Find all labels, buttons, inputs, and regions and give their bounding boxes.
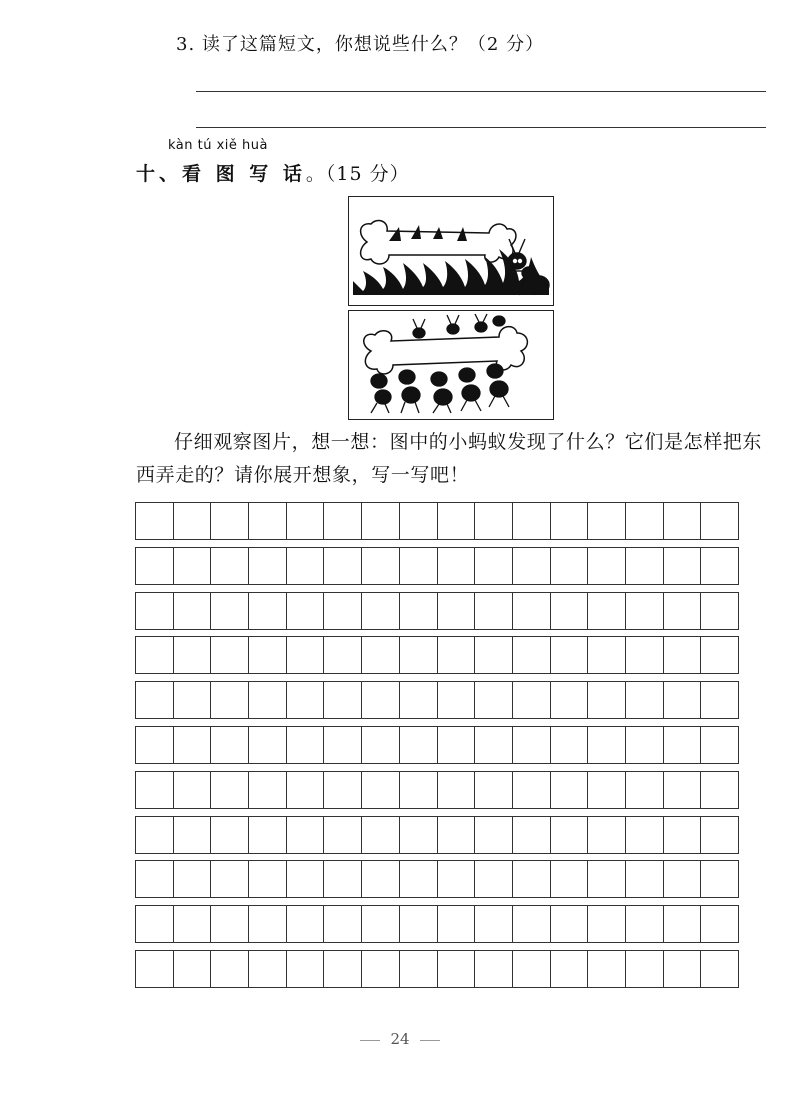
grid-cell[interactable] [664,637,702,673]
grid-cell[interactable] [287,682,325,718]
grid-cell[interactable] [400,593,438,629]
grid-cell[interactable] [211,637,249,673]
grid-cell[interactable] [438,861,476,897]
grid-row [135,502,739,540]
grid-cell[interactable] [701,861,738,897]
grid-cell[interactable] [324,951,362,987]
grid-cell[interactable] [701,548,738,584]
grid-cell[interactable] [287,548,325,584]
grid-cell[interactable] [438,548,476,584]
grid-cell[interactable] [626,951,664,987]
grid-cell[interactable] [174,593,212,629]
grid-row [135,681,739,719]
question-3: 3. 读了这篇短文，你想说些什么？（2 分） [176,34,545,55]
grid-cell[interactable] [136,772,174,808]
grid-cell[interactable] [513,548,551,584]
section-title [136,159,410,186]
grid-cell[interactable] [211,727,249,763]
grid-cell[interactable] [588,682,626,718]
grid-cell[interactable] [664,817,702,853]
grid-cell[interactable] [513,906,551,942]
writing-prompt: 仔细观察图片，想一想：图中的小蚂蚁发现了什么？它们是怎样把东西弄走的？请你展开想象，写一写吧！ [136,431,763,486]
grid-row [135,771,739,809]
grid-cell[interactable] [324,906,362,942]
grid-cell[interactable] [475,727,513,763]
grid-cell[interactable] [211,817,249,853]
grid-cell[interactable] [588,861,626,897]
grid-cell[interactable] [174,682,212,718]
grid-cell[interactable] [324,503,362,539]
grid-cell[interactable] [136,951,174,987]
grid-cell[interactable] [287,772,325,808]
grid-cell[interactable] [324,861,362,897]
grid-cell[interactable] [174,772,212,808]
grid-cell[interactable] [588,906,626,942]
grid-cell[interactable] [513,593,551,629]
grid-cell[interactable] [551,682,589,718]
footer-dash-left [360,1040,380,1041]
grid-cell[interactable] [701,727,738,763]
grid-cell[interactable] [174,861,212,897]
grid-cell[interactable] [400,727,438,763]
grid-cell[interactable] [626,727,664,763]
grid-row [135,547,739,585]
grid-cell[interactable] [551,548,589,584]
grid-cell[interactable] [324,682,362,718]
grid-cell[interactable] [551,637,589,673]
grid-cell[interactable] [362,727,400,763]
grid-cell[interactable] [136,727,174,763]
grid-cell[interactable] [475,951,513,987]
page-footer [0,1030,800,1048]
grid-cell[interactable] [249,548,287,584]
grid-cell[interactable] [475,593,513,629]
grid-cell[interactable] [400,951,438,987]
grid-cell[interactable] [362,682,400,718]
grid-cell[interactable] [211,861,249,897]
grid-cell[interactable] [400,906,438,942]
grid-cell[interactable] [588,727,626,763]
grid-cell[interactable] [362,951,400,987]
grid-cell[interactable] [174,548,212,584]
grid-cell[interactable] [664,906,702,942]
ant-bone-grass-illustration-icon [349,197,553,305]
grid-cell[interactable] [324,817,362,853]
grid-cell[interactable] [626,906,664,942]
grid-cell[interactable] [551,772,589,808]
grid-row [135,726,739,764]
grid-cell[interactable] [174,503,212,539]
grid-cell[interactable] [249,727,287,763]
grid-cell[interactable] [211,503,249,539]
grid-row [135,592,739,630]
grid-cell[interactable] [551,593,589,629]
grid-cell[interactable] [287,593,325,629]
grid-cell[interactable] [287,727,325,763]
grid-cell[interactable] [136,817,174,853]
grid-cell[interactable] [475,503,513,539]
grid-cell[interactable] [438,727,476,763]
grid-cell[interactable] [588,503,626,539]
grid-cell[interactable] [362,548,400,584]
grid-cell[interactable] [475,637,513,673]
grid-cell[interactable] [701,951,738,987]
grid-cell[interactable] [136,548,174,584]
grid-cell[interactable] [513,817,551,853]
grid-cell[interactable] [475,906,513,942]
section-number: 十、 [136,163,183,185]
grid-cell[interactable] [701,817,738,853]
grid-cell[interactable] [475,682,513,718]
grid-cell[interactable] [249,817,287,853]
grid-cell[interactable] [438,637,476,673]
grid-row [135,860,739,898]
grid-cell[interactable] [136,906,174,942]
picture-ant-finds-bone [348,196,554,306]
grid-cell[interactable] [249,951,287,987]
grid-cell[interactable] [664,951,702,987]
grid-cell[interactable] [211,906,249,942]
grid-cell[interactable] [362,593,400,629]
grid-row [135,950,739,988]
grid-cell[interactable] [701,593,738,629]
section-pinyin: kàn tú xiě huà [168,138,268,153]
grid-row [135,636,739,674]
grid-cell[interactable] [211,548,249,584]
grid-cell[interactable] [513,951,551,987]
grid-cell[interactable] [664,548,702,584]
grid-cell[interactable] [664,727,702,763]
grid-cell[interactable] [626,593,664,629]
grid-cell[interactable] [626,503,664,539]
grid-cell[interactable] [664,861,702,897]
grid-cell[interactable] [174,637,212,673]
grid-cell[interactable] [136,503,174,539]
grid-cell[interactable] [211,682,249,718]
grid-cell[interactable] [287,906,325,942]
grid-cell[interactable] [362,906,400,942]
grid-cell[interactable] [136,593,174,629]
grid-cell[interactable] [664,503,702,539]
grid-cell[interactable] [400,817,438,853]
grid-cell[interactable] [664,682,702,718]
grid-cell[interactable] [551,817,589,853]
grid-cell[interactable] [249,637,287,673]
grid-cell[interactable] [438,772,476,808]
grid-cell[interactable] [513,503,551,539]
grid-cell[interactable] [438,951,476,987]
grid-cell[interactable] [588,637,626,673]
grid-cell[interactable] [362,503,400,539]
grid-cell[interactable] [400,637,438,673]
grid-cell[interactable] [287,637,325,673]
grid-cell[interactable] [475,817,513,853]
grid-cell[interactable] [588,772,626,808]
grid-cell[interactable] [174,906,212,942]
grid-cell[interactable] [626,682,664,718]
grid-cell[interactable] [400,682,438,718]
grid-cell[interactable] [588,817,626,853]
grid-cell[interactable] [324,727,362,763]
grid-cell[interactable] [513,682,551,718]
grid-cell[interactable] [136,637,174,673]
grid-cell[interactable] [513,727,551,763]
grid-cell[interactable] [475,861,513,897]
grid-cell[interactable] [475,772,513,808]
grid-cell[interactable] [551,861,589,897]
grid-cell[interactable] [136,682,174,718]
grid-cell[interactable] [513,637,551,673]
grid-cell[interactable] [513,772,551,808]
grid-cell[interactable] [211,772,249,808]
picture-ants-carry-bone [348,310,554,420]
grid-cell[interactable] [551,951,589,987]
grid-cell[interactable] [551,906,589,942]
grid-cell[interactable] [136,861,174,897]
footer-dash-right [420,1040,440,1041]
grid-cell[interactable] [438,682,476,718]
grid-cell[interactable] [362,637,400,673]
grid-cell[interactable] [362,772,400,808]
grid-cell[interactable] [249,593,287,629]
grid-cell[interactable] [324,593,362,629]
grid-cell[interactable] [701,906,738,942]
grid-cell[interactable] [626,772,664,808]
grid-cell[interactable] [287,951,325,987]
grid-cell[interactable] [400,503,438,539]
grid-cell[interactable] [701,503,738,539]
grid-cell[interactable] [211,593,249,629]
grid-cell[interactable] [626,817,664,853]
grid-row [135,816,739,854]
grid-cell[interactable] [249,682,287,718]
grid-cell[interactable] [287,861,325,897]
grid-cell[interactable] [626,861,664,897]
grid-cell[interactable] [287,817,325,853]
grid-cell[interactable] [438,906,476,942]
answer-line-2[interactable] [196,127,766,128]
grid-cell[interactable] [324,637,362,673]
grid-cell[interactable] [438,817,476,853]
grid-cell[interactable] [211,951,249,987]
grid-cell[interactable] [438,593,476,629]
grid-cell[interactable] [551,503,589,539]
answer-line-1[interactable] [196,91,766,92]
grid-cell[interactable] [400,861,438,897]
grid-cell[interactable] [324,772,362,808]
grid-cell[interactable] [626,637,664,673]
grid-cell[interactable] [588,951,626,987]
grid-cell[interactable] [249,772,287,808]
grid-cell[interactable] [400,548,438,584]
grid-cell[interactable] [701,772,738,808]
section-score: 。（15 分） [305,163,410,185]
grid-cell[interactable] [174,727,212,763]
grid-cell[interactable] [701,682,738,718]
grid-cell[interactable] [249,503,287,539]
grid-cell[interactable] [438,503,476,539]
grid-cell[interactable] [400,772,438,808]
grid-cell[interactable] [551,727,589,763]
grid-cell[interactable] [174,817,212,853]
grid-cell[interactable] [626,548,664,584]
grid-cell[interactable] [588,548,626,584]
grid-cell[interactable] [701,637,738,673]
grid-cell[interactable] [664,772,702,808]
grid-cell[interactable] [249,861,287,897]
grid-row [135,905,739,943]
grid-cell[interactable] [249,906,287,942]
ants-carrying-bone-illustration-icon [349,311,553,419]
section-heading: 看 图 写 话 [182,163,306,185]
grid-cell[interactable] [513,861,551,897]
grid-cell[interactable] [174,951,212,987]
grid-cell[interactable] [475,548,513,584]
grid-cell[interactable] [362,861,400,897]
grid-cell[interactable] [588,593,626,629]
page-number: 24 [390,1030,410,1048]
writing-grid[interactable] [135,502,741,988]
grid-cell[interactable] [664,593,702,629]
grid-cell[interactable] [287,503,325,539]
grid-cell[interactable] [362,817,400,853]
grid-cell[interactable] [324,548,362,584]
